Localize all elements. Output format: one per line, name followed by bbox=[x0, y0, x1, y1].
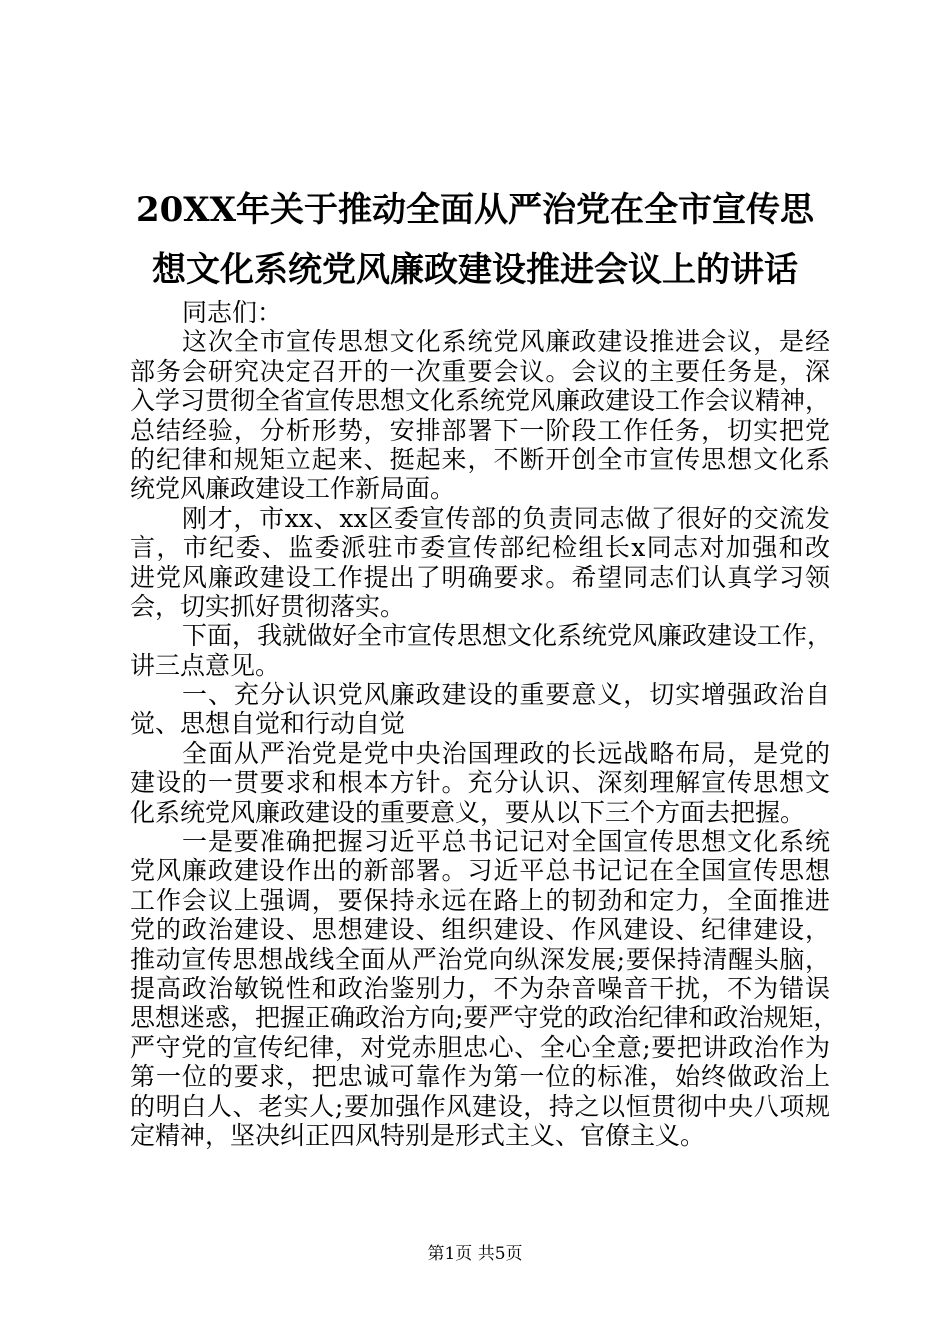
paragraph-line: 工作会议上强调，要保持永远在路上的韧劲和定力，全面推进 bbox=[130, 885, 830, 915]
paragraph-line: 入学习贯彻全省宣传思想文化系统党风廉政建设工作会议精神， bbox=[130, 386, 831, 416]
paragraph-line: 化系统党风廉政建设的重要意义，要从以下三个方面去把握。 bbox=[130, 797, 806, 827]
paragraph-line: 的明白人、老实人;要加强作风建设，持之以恒贯彻中央八项规 bbox=[130, 1091, 830, 1121]
paragraph-line: 讲三点意见。 bbox=[130, 650, 281, 680]
document-title-line-2: 想文化系统党风廉政建设推进会议上的讲话 bbox=[152, 250, 798, 290]
paragraph-line: 统党风廉政建设工作新局面。 bbox=[130, 474, 456, 504]
paragraph-line: 下面，我就做好全市宣传思想文化系统党风廉政建设工作， bbox=[182, 621, 833, 651]
paragraph-line: 严守党的宣传纪律，对党赤胆忠心、全心全意;要把讲政治作为 bbox=[130, 1032, 830, 1062]
paragraph-line: 推动宣传思想战线全面从严治党向纵深发展;要保持清醒头脑， bbox=[130, 944, 830, 974]
paragraph-line: 党的政治建设、思想建设、组织建设、作风建设、纪律建设， bbox=[130, 915, 830, 945]
section-heading-line: 一、充分认识党风廉政建设的重要意义，切实增强政治自 bbox=[182, 680, 830, 710]
paragraph-line: 第一位的要求，把忠诚可靠作为第一位的标准，始终做政治上 bbox=[130, 1062, 830, 1092]
paragraph-line: 建设的一贯要求和根本方针。充分认识、深刻理解宣传思想文 bbox=[130, 768, 830, 798]
paragraph-line: 这次全市宣传思想文化系统党风廉政建设推进会议，是经 bbox=[182, 327, 830, 357]
document-title-line-1: 20XX年关于推动全面从严治党在全市宣传思 bbox=[135, 190, 815, 230]
paragraph-line: 全面从严治党是党中央治国理政的长远战略布局，是党的 bbox=[182, 738, 830, 768]
paragraph-line: 总结经验，分析形势，安排部署下一阶段工作任务，切实把党 bbox=[130, 415, 830, 445]
document-body bbox=[130, 298, 839, 1150]
paragraph-line: 提高政治敏锐性和政治鉴别力，不为杂音噪音干扰，不为错误 bbox=[130, 973, 830, 1003]
paragraph-line: 的纪律和规矩立起来、挺起来，不断开创全市宣传思想文化系 bbox=[130, 444, 830, 474]
page-number-footer: 第1页 共5页 bbox=[427, 1244, 523, 1264]
paragraph-line: 言，市纪委、监委派驻市委宣传部纪检组长x同志对加强和改 bbox=[130, 533, 830, 563]
paragraph-line: 定精神，坚决纠正四风特别是形式主义、官僚主义。 bbox=[130, 1120, 706, 1150]
paragraph-line: 刚才，市xx、xx区委宣传部的负责同志做了很好的交流发 bbox=[182, 503, 830, 533]
paragraph-line: 部务会研究决定召开的一次重要会议。会议的主要任务是，深 bbox=[130, 356, 830, 386]
section-heading-line: 觉、思想自觉和行动自觉 bbox=[130, 709, 406, 739]
paragraph-line: 进党风廉政建设工作提出了明确要求。希望同志们认真学习领 bbox=[130, 562, 830, 592]
paragraph-line: 思想迷惑，把握正确政治方向;要严守党的政治纪律和政治规矩， bbox=[130, 1003, 839, 1033]
salutation: 同志们： bbox=[182, 298, 283, 327]
paragraph-line: 会，切实抓好贯彻落实。 bbox=[130, 591, 406, 621]
paragraph-line: 党风廉政建设作出的新部署。习近平总书记记在全国宣传思想 bbox=[130, 856, 830, 886]
paragraph-line: 一是要准确把握习近平总书记记对全国宣传思想文化系统 bbox=[182, 827, 830, 857]
